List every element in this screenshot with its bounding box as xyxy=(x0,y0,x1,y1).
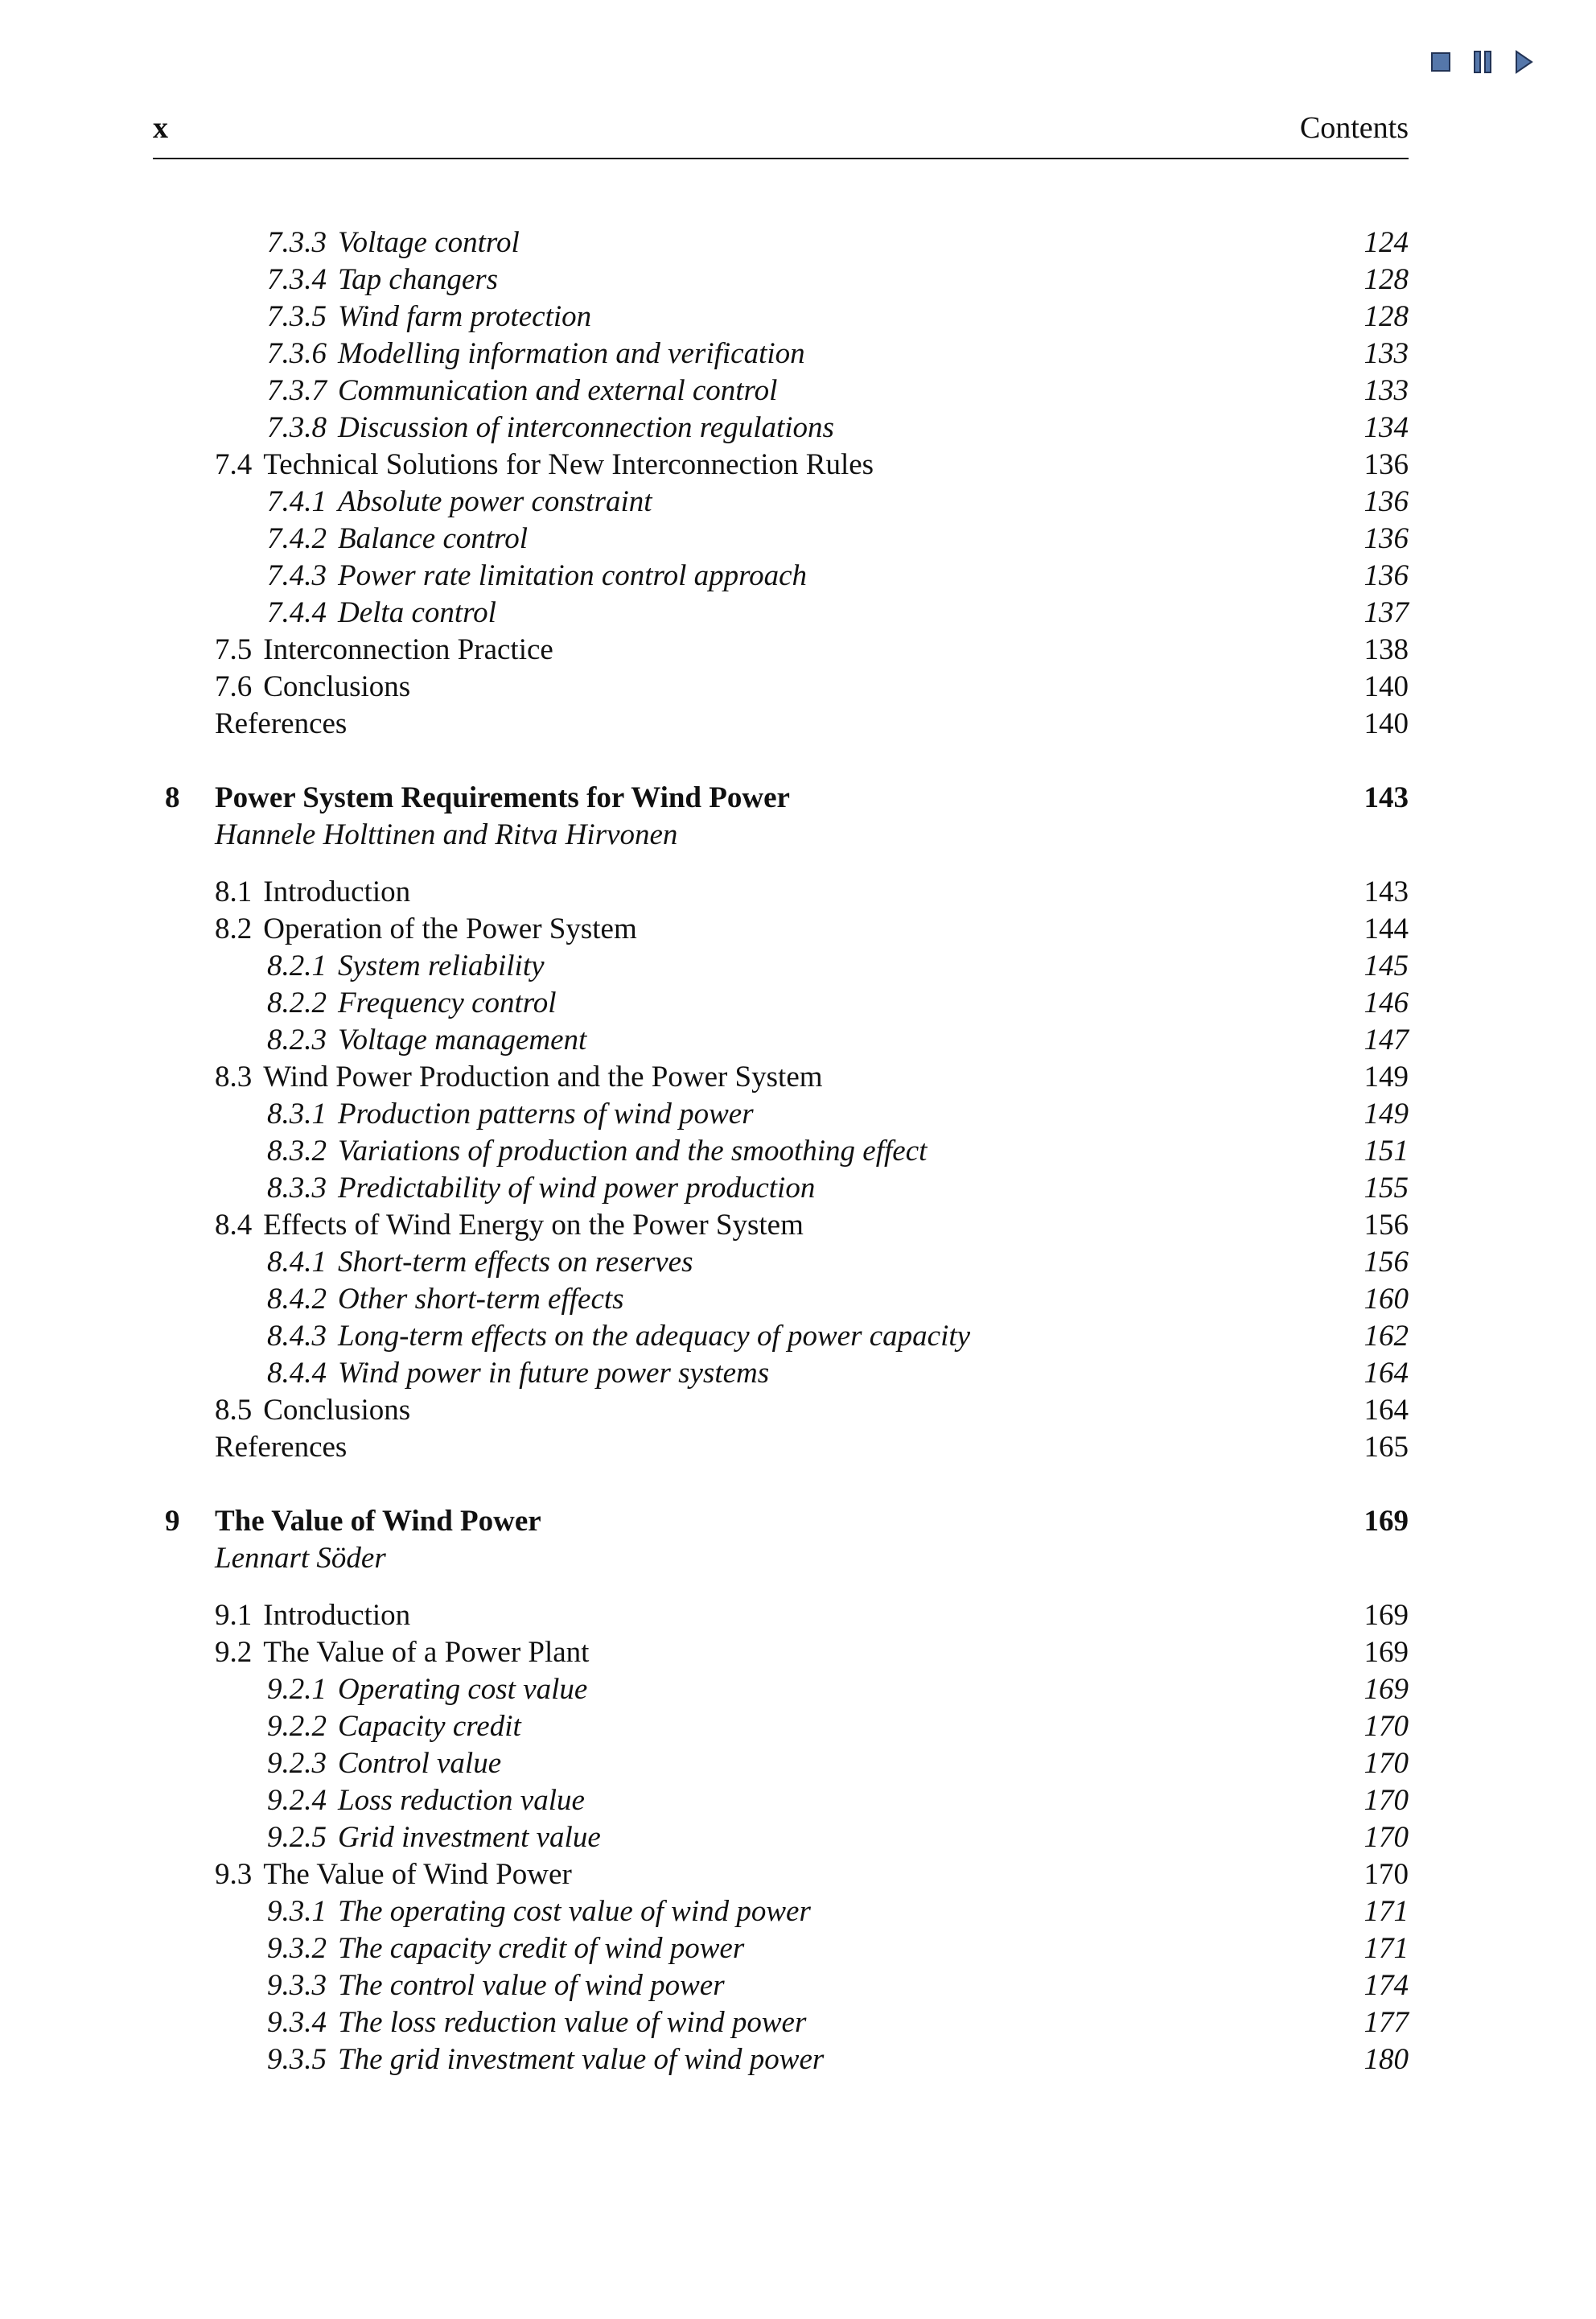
toc-entry-title: Short-term effects on reserves xyxy=(338,1245,693,1279)
chapter-number: 9 xyxy=(165,1504,180,1538)
toc-entry[interactable] xyxy=(153,409,1409,446)
toc-entry[interactable] xyxy=(153,1819,1409,1856)
toc-entry-number: 7.4.2 xyxy=(267,521,327,555)
toc-entry-title: Predictability of wind power production xyxy=(338,1171,816,1205)
toc-entry-title: Wind Power Production and the Power System xyxy=(263,1060,823,1094)
toc-entry[interactable] xyxy=(153,261,1409,298)
toc-entry-title: Other short-term effects xyxy=(338,1282,624,1316)
chapter-page: 169 xyxy=(1364,1504,1409,1538)
toc-entry-page: 170 xyxy=(1364,1820,1409,1854)
toc-entry[interactable] xyxy=(153,1633,1409,1670)
toc-entry-title: Delta control xyxy=(338,595,496,629)
toc-entry[interactable] xyxy=(153,1243,1409,1280)
toc-entry-page: 143 xyxy=(1364,875,1409,908)
toc-entry-number: 8.3.1 xyxy=(267,1097,327,1131)
toc-entry-title: References xyxy=(215,706,348,740)
toc-entry-number: 7.5 xyxy=(215,632,253,666)
chapter-heading[interactable] xyxy=(153,779,1409,816)
toc-entry-text xyxy=(267,1931,1312,1965)
toc-entry-page: 169 xyxy=(1364,1635,1409,1669)
toc-entry[interactable] xyxy=(153,1391,1409,1428)
toc-entry[interactable] xyxy=(153,298,1409,335)
toc-entry-text xyxy=(267,2005,1312,2039)
toc-entry-title: The capacity credit of wind power xyxy=(338,1931,745,1965)
toc-entry-number: 9.3.2 xyxy=(267,1931,327,1965)
toc-entry[interactable] xyxy=(153,1058,1409,1095)
toc-entry-number: 7.3.3 xyxy=(267,225,327,259)
toc-entry[interactable] xyxy=(153,224,1409,261)
running-head: Contents xyxy=(1299,111,1409,145)
toc-entry-title: The loss reduction value of wind power xyxy=(338,2005,807,2039)
toc-entry-title: References xyxy=(215,1430,348,1464)
toc-entry[interactable] xyxy=(153,2004,1409,2041)
toc-entry-number: 7.3.6 xyxy=(267,336,327,370)
toc-entry-number: 9.2.5 xyxy=(267,1820,327,1854)
chapter-title: Power System Requirements for Wind Power xyxy=(215,781,790,814)
toc-entry-text xyxy=(267,336,1312,370)
toc-entry-text xyxy=(215,1857,1312,1891)
toc-entry-title: Loss reduction value xyxy=(338,1783,585,1817)
toc-entry-text xyxy=(267,1321,1312,1351)
toc-entry-number: 9.1 xyxy=(215,1598,253,1632)
toc-entry-page: 133 xyxy=(1364,336,1409,370)
toc-entry-page: 146 xyxy=(1364,986,1409,1019)
toc-entry-text xyxy=(267,1711,1312,1741)
chapter-authors: Lennart Söder xyxy=(215,1541,386,1575)
toc-entry-number: 8.4.3 xyxy=(267,1319,327,1353)
toc-entry-text xyxy=(267,484,1312,518)
toc-entry-number: 7.3.5 xyxy=(267,299,327,333)
toc-entry-page: 174 xyxy=(1364,1968,1409,2002)
toc-entry-number: 9.2.2 xyxy=(267,1709,327,1743)
toc-entry-text xyxy=(267,951,1312,981)
toc-entry-text xyxy=(267,373,1312,407)
toc-entry-number: 8.3.2 xyxy=(267,1134,327,1168)
toc-entry[interactable] xyxy=(153,1967,1409,2004)
toc-entry[interactable] xyxy=(153,557,1409,594)
toc-entry-text xyxy=(267,1099,1312,1129)
toc-entry-text xyxy=(267,1746,1312,1780)
toc-entry[interactable] xyxy=(153,372,1409,409)
toc-entry-text xyxy=(267,1783,1312,1817)
toc-entry-page: 180 xyxy=(1364,2042,1409,2076)
toc-entry-page: 136 xyxy=(1364,484,1409,518)
toc-entry-number: 9.2.3 xyxy=(267,1746,327,1780)
toc-entry[interactable] xyxy=(153,705,1409,742)
toc-entry-number: 8.4.2 xyxy=(267,1282,327,1316)
toc-entry-number: 8.2.2 xyxy=(267,986,327,1019)
toc-entry-text xyxy=(267,1894,1312,1928)
toc-entry-number: 7.3.7 xyxy=(267,373,327,407)
toc-entry[interactable] xyxy=(153,1707,1409,1744)
toc-entry-page: 134 xyxy=(1364,410,1409,444)
toc-entry-page: 164 xyxy=(1364,1356,1409,1390)
toc-entry-number: 8.4.1 xyxy=(267,1245,327,1279)
toc-entry-page: 164 xyxy=(1364,1393,1409,1427)
page-number: x xyxy=(153,111,168,145)
toc-entry-text xyxy=(267,558,1312,592)
toc-entry[interactable] xyxy=(153,520,1409,557)
toc-entry[interactable] xyxy=(153,631,1409,668)
toc-ch8-entries xyxy=(153,873,1409,1465)
toc-entry[interactable] xyxy=(153,1428,1409,1465)
toc-entry-title: Production patterns of wind power xyxy=(338,1097,754,1131)
toc-entry-number: 9.3.4 xyxy=(267,2005,327,2039)
chapter-heading[interactable] xyxy=(153,1502,1409,1539)
viewer-controls xyxy=(1430,50,1533,74)
toc-entry-text xyxy=(267,1820,1312,1854)
toc-entry-number: 7.4 xyxy=(215,447,253,481)
toc-entry-page: 169 xyxy=(1364,1672,1409,1706)
toc-entry[interactable] xyxy=(153,1132,1409,1169)
toc-entry-text xyxy=(215,914,1312,944)
toc-entry-text xyxy=(267,1674,1312,1704)
toc-entry-title: Tap changers xyxy=(338,262,499,296)
toc-entry-page: 147 xyxy=(1364,1023,1409,1057)
toc-entry-title: Conclusions xyxy=(263,669,411,703)
toc-entry[interactable] xyxy=(153,1856,1409,1893)
toc-entry[interactable] xyxy=(153,1317,1409,1354)
toc-entry-page: 124 xyxy=(1364,225,1409,259)
toc-entry[interactable] xyxy=(153,483,1409,520)
toc-entry-number: 8.3.3 xyxy=(267,1171,327,1205)
toc-entry-page: 156 xyxy=(1364,1208,1409,1242)
toc-entry-text xyxy=(267,1968,1312,2002)
toc-entry-text xyxy=(267,521,1312,555)
chapter-number: 8 xyxy=(165,781,180,814)
toc-entry-title: Control value xyxy=(338,1746,502,1780)
toc-entry-number: 8.4.4 xyxy=(267,1356,327,1390)
toc-entry-number: 8.2.3 xyxy=(267,1023,327,1057)
toc-entry-number: 7.4.3 xyxy=(267,558,327,592)
toc-entry-page: 170 xyxy=(1364,1746,1409,1780)
toc-entry-page: 149 xyxy=(1364,1060,1409,1094)
toc-entry-text xyxy=(267,1025,1312,1055)
header-rule xyxy=(153,158,1409,159)
toc-entry-page: 138 xyxy=(1364,632,1409,666)
toc-entry-title: Long-term effects on the adequacy of power capacity xyxy=(338,1319,971,1353)
toc-entry[interactable] xyxy=(153,668,1409,705)
toc-entry-number: 7.3.8 xyxy=(267,410,327,444)
toc-entry-number: 8.1 xyxy=(215,875,253,908)
toc-entry-number: 8.2.1 xyxy=(267,949,327,982)
toc-entry-page: 155 xyxy=(1364,1171,1409,1205)
toc-entry-title: The operating cost value of wind power xyxy=(338,1894,811,1928)
toc-entry-number: 9.3.5 xyxy=(267,2042,327,2076)
toc-entry-text xyxy=(215,1432,1312,1462)
toc-ch7-tail xyxy=(153,224,1409,742)
toc-entry-page: 162 xyxy=(1364,1319,1409,1353)
toc-entry-page: 145 xyxy=(1364,949,1409,982)
toc-entry[interactable] xyxy=(153,1596,1409,1633)
toc-entry[interactable] xyxy=(153,446,1409,483)
toc-entry-page: 171 xyxy=(1364,1894,1409,1928)
toc-entry-page: 149 xyxy=(1364,1097,1409,1131)
toc-entry-page: 170 xyxy=(1364,1857,1409,1891)
toc-entry[interactable] xyxy=(153,1744,1409,1781)
toc-entry-number: 7.6 xyxy=(215,669,253,703)
toc-entry-title: Conclusions xyxy=(263,1393,411,1427)
play-icon[interactable] xyxy=(1514,50,1533,74)
toc-entry-title: Operation of the Power System xyxy=(263,912,637,945)
toc-entry-number: 8.2 xyxy=(215,912,253,945)
toc-entry[interactable] xyxy=(153,1670,1409,1707)
toc-entry-text xyxy=(267,1284,1312,1314)
toc-entry-text xyxy=(215,1062,1312,1092)
toc-entry-title: Voltage management xyxy=(338,1023,587,1057)
toc-entry-page: 170 xyxy=(1364,1783,1409,1817)
toc-entry-text xyxy=(267,2042,1312,2076)
toc-entry[interactable] xyxy=(153,335,1409,372)
toc-entry-title: The control value of wind power xyxy=(338,1968,725,2002)
toc-entry-title: Grid investment value xyxy=(338,1820,601,1854)
toc-entry-text xyxy=(215,1210,1312,1240)
toc-entry-title: Introduction xyxy=(263,1598,411,1632)
toc-entry[interactable] xyxy=(153,1354,1409,1391)
toc-entry-title: Variations of production and the smoothing effect xyxy=(338,1134,928,1168)
toc-entry-title: Introduction xyxy=(263,875,411,908)
toc-entry-number: 7.4.1 xyxy=(267,484,327,518)
chapter-authors: Hannele Holttinen and Ritva Hirvonen xyxy=(215,818,678,851)
toc-entry-title: Discussion of interconnection regulations xyxy=(338,410,834,444)
toc-entry-text xyxy=(267,1136,1312,1166)
toc-entry-page: 128 xyxy=(1364,299,1409,333)
toc-entry-title: System reliability xyxy=(338,949,545,982)
toc-entry[interactable] xyxy=(153,873,1409,910)
toc-entry[interactable] xyxy=(153,2041,1409,2078)
toc-entry-number: 9.3.3 xyxy=(267,1968,327,2002)
toc-entry-title: The Value of a Power Plant xyxy=(263,1635,590,1669)
toc-entry-page: 137 xyxy=(1364,595,1409,629)
toc-entry-text xyxy=(215,1637,1312,1667)
toc-entry-page: 140 xyxy=(1364,669,1409,703)
toc-entry[interactable] xyxy=(153,1169,1409,1206)
toc-entry-page: 171 xyxy=(1364,1931,1409,1965)
toc-entry-text xyxy=(215,447,1312,481)
pause-icon[interactable] xyxy=(1472,50,1493,74)
toc-entry-title: Modelling information and verification xyxy=(338,336,805,370)
toc-entry[interactable] xyxy=(153,1781,1409,1819)
toc-entry-text xyxy=(215,1600,1312,1630)
toc-entry-page: 128 xyxy=(1364,262,1409,296)
toc-entry-title: Operating cost value xyxy=(338,1672,588,1706)
toc-entry-text xyxy=(215,877,1312,907)
toc-entry-text xyxy=(267,410,1312,444)
toc-entry-page: 170 xyxy=(1364,1709,1409,1743)
toc-entry-page: 177 xyxy=(1364,2005,1409,2039)
toc-entry-number: 9.3 xyxy=(215,1857,253,1891)
toc-entry-title: Wind farm protection xyxy=(338,299,592,333)
toc-entry[interactable] xyxy=(153,594,1409,631)
toc-entry-title: The grid investment value of wind power xyxy=(338,2042,825,2076)
toc-entry-title: Effects of Wind Energy on the Power System xyxy=(263,1208,804,1242)
toc-entry-number: 8.4 xyxy=(215,1208,253,1242)
chapter-page: 143 xyxy=(1364,781,1409,814)
toc-entry[interactable] xyxy=(153,947,1409,984)
toc-entry-text xyxy=(215,669,1312,703)
toc-entry-page: 136 xyxy=(1364,558,1409,592)
toc-entry-page: 133 xyxy=(1364,373,1409,407)
toc-entry-title: Voltage control xyxy=(338,225,520,259)
toc-entry-number: 9.2.4 xyxy=(267,1783,327,1817)
toc-entry-text xyxy=(267,1247,1312,1277)
toc-entry-number: 9.2 xyxy=(215,1635,253,1669)
toc-entry-page: 136 xyxy=(1364,447,1409,481)
toc-entry-page: 151 xyxy=(1364,1134,1409,1168)
toc-entry-title: Balance control xyxy=(338,521,528,555)
toc-ch9-entries xyxy=(153,1596,1409,2078)
toc-entry-title: Frequency control xyxy=(338,986,557,1019)
table-of-contents xyxy=(153,224,1409,2078)
toc-entry-title: Technical Solutions for New Interconnection Rules xyxy=(263,447,874,481)
toc-entry-title: The Value of Wind Power xyxy=(263,1857,572,1891)
toc-entry[interactable] xyxy=(153,1021,1409,1058)
toc-entry-title: Absolute power constraint xyxy=(338,484,652,518)
chapter-title: The Value of Wind Power xyxy=(215,1504,541,1538)
toc-entry-title: Interconnection Practice xyxy=(263,632,553,666)
toc-entry-page: 165 xyxy=(1364,1430,1409,1464)
toc-entry[interactable] xyxy=(153,1893,1409,1930)
toc-entry[interactable] xyxy=(153,910,1409,947)
toc-entry-page: 156 xyxy=(1364,1245,1409,1279)
toc-entry-number: 9.3.1 xyxy=(267,1894,327,1928)
toc-entry-number: 8.3 xyxy=(215,1060,253,1094)
toc-entry-page: 144 xyxy=(1364,912,1409,945)
toc-entry-title: Power rate limitation control approach xyxy=(338,558,808,592)
toc-entry-text xyxy=(267,225,1312,259)
toc-entry[interactable] xyxy=(153,1930,1409,1967)
toc-entry-text xyxy=(267,262,1312,296)
toc-entry-number: 9.2.1 xyxy=(267,1672,327,1706)
toc-entry-title: Wind power in future power systems xyxy=(338,1356,770,1390)
toc-entry[interactable] xyxy=(153,984,1409,1021)
toc-entry-text xyxy=(215,632,1312,666)
toc-entry-page: 160 xyxy=(1364,1282,1409,1316)
toc-entry-number: 8.5 xyxy=(215,1393,253,1427)
toc-entry-text xyxy=(215,1395,1312,1425)
toc-entry-text xyxy=(267,1358,1312,1388)
toc-entry-page: 136 xyxy=(1364,521,1409,555)
toc-entry-number: 7.4.4 xyxy=(267,595,327,629)
toc-entry[interactable] xyxy=(153,1206,1409,1243)
toc-entry-text xyxy=(267,299,1312,333)
toc-entry[interactable] xyxy=(153,1095,1409,1132)
toc-entry[interactable] xyxy=(153,1280,1409,1317)
toc-entry-page: 169 xyxy=(1364,1598,1409,1632)
toc-entry-text xyxy=(215,706,1312,740)
toc-entry-text xyxy=(267,595,1312,629)
toc-entry-title: Capacity credit xyxy=(338,1709,521,1743)
toc-entry-text xyxy=(267,988,1312,1018)
toc-entry-title: Communication and external control xyxy=(338,373,778,407)
toc-entry-number: 7.3.4 xyxy=(267,262,327,296)
toc-entry-text xyxy=(267,1173,1312,1203)
toc-entry-page: 140 xyxy=(1364,706,1409,740)
stop-icon[interactable] xyxy=(1430,51,1451,72)
